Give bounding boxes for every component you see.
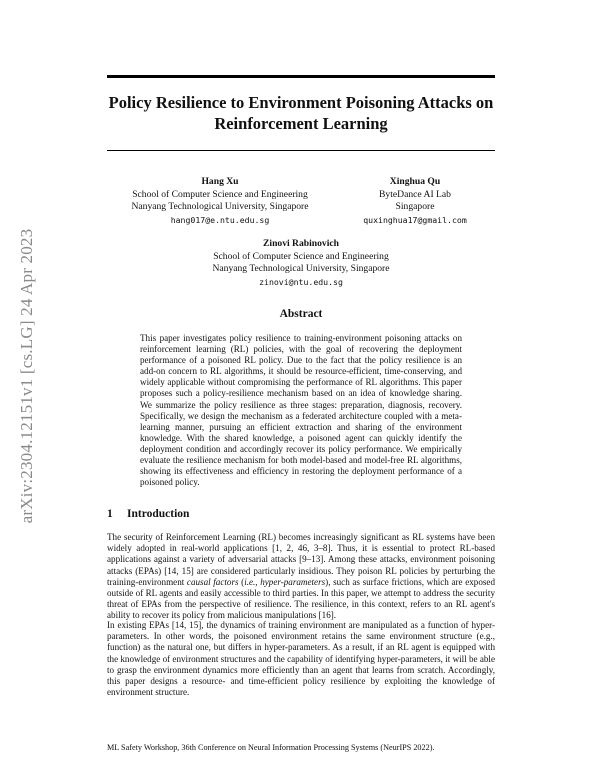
author-block-2	[340, 176, 490, 226]
section-heading	[107, 508, 189, 520]
intro-paragraph-1	[107, 532, 495, 622]
author-block-1	[120, 176, 320, 226]
paragraph-text: (	[238, 576, 245, 587]
author-affiliation: Singapore	[395, 201, 435, 212]
paper-title: Policy Resilience to Environment Poisoning Attacks on Reinforcement Learning	[108, 93, 494, 133]
section-number: 1	[107, 508, 113, 520]
footnote: ML Safety Workshop, 36th Conference on Neural Information Processing Systems (NeurIPS 2022).	[107, 743, 435, 752]
abstract-heading: Abstract	[279, 308, 323, 320]
author-email[interactable]: quxinghua17@gmail.com	[363, 214, 467, 225]
title-bottom-rule	[107, 150, 495, 151]
paragraph-text: ), such as surface frictions, which are exposed outside of RL agents and easily accessible to third parties. In this paper, we attempt to address the security threat of EPAs from the perspective of resilience. The resilience, in this context, refers to an RL agent's ability to recover its policy from malicious manipulations [16].	[107, 576, 495, 621]
author-affiliation: School of Computer Science and Engineering	[132, 188, 308, 200]
author-affiliation: School of Computer Science and Engineering	[213, 250, 389, 262]
paragraph-emphasis: i.e., hyper-parameters	[244, 576, 326, 587]
author-name: Xinghua Qu	[389, 176, 441, 187]
author-affiliation: ByteDance AI Lab	[379, 188, 451, 200]
author-block-3	[198, 238, 404, 288]
paragraph-emphasis: causal factors	[186, 576, 239, 587]
section-title: Introduction	[127, 508, 190, 520]
intro-paragraph-2: In existing EPAs [14, 15], the dynamics of training environment are manipulated as a function of hyper-parameters. In other words, the poisoned environment retains the same environment structure (e.g., function) as the natural one, but differs in hyper-parameters. As a result, if an RL agent is equipped with the knowledge of environment structures and the capability of identifying hyper-parameters, it will be able to grasp the environment dynamics more efficiently than an agent that learns from scratch. Accordingly, this paper designs a resource- and time-efficient policy resilience by exploiting the knowledge of environment structure.	[107, 620, 495, 698]
author-affiliation: Nanyang Technological University, Singapore	[212, 263, 390, 274]
author-name: Zinovi Rabinovich	[263, 238, 339, 249]
author-affiliation: Nanyang Technological University, Singapore	[131, 201, 309, 212]
abstract-text: This paper investigates policy resilience to training-environment poisoning attacks on reinforcement learning (RL) policies, with the goal of recovering the deployment performance of a poisoned RL policy. Due to the fact that the policy resilience is an add-on concern to RL algorithms, it should be resource-efficient, time-conserving, and widely applicable without compromising the performance of RL algorithms. This paper proposes such a policy-resilience mechanism based on an idea of knowledge sharing. We summarize the policy resilience as three stages: preparation, diagnosis, recovery. Specifically, we design the mechanism as a federated architecture coupled with a meta-learning manner, pursuing an efficient extraction and sharing of the environment knowledge. With the shared knowledge, a poisoned agent can quickly identify the deployment condition and accordingly recover its policy performance. We empirically evaluate the resilience mechanism for both model-based and model-free RL algorithms, showing its effectiveness and efficiency in restoring the deployment performance of a poisoned policy.	[140, 333, 462, 488]
paragraph-text: The security of Reinforcement Learning (RL) becomes increasingly significant as RL systems have been widely adopted in real-world applications [1, 2, 46, 3–8]. Thus, it is essential to protect RL-based applications against a variety of adversarial attacks [9–13]. Among these attacks, environment poisoning attacks (EPAs) [14, 15] are considered particularly insidious. They poison RL policies by perturbing the training-environment	[107, 532, 495, 587]
arxiv-stamp: arXiv:2304.12151v1 [cs.LG] 24 Apr 2023	[17, 228, 36, 524]
title-top-rule	[107, 75, 495, 78]
author-email[interactable]: hang017@e.ntu.edu.sg	[170, 214, 270, 225]
author-email[interactable]: zinovi@ntu.edu.sg	[259, 276, 343, 287]
author-name: Hang Xu	[201, 176, 239, 187]
